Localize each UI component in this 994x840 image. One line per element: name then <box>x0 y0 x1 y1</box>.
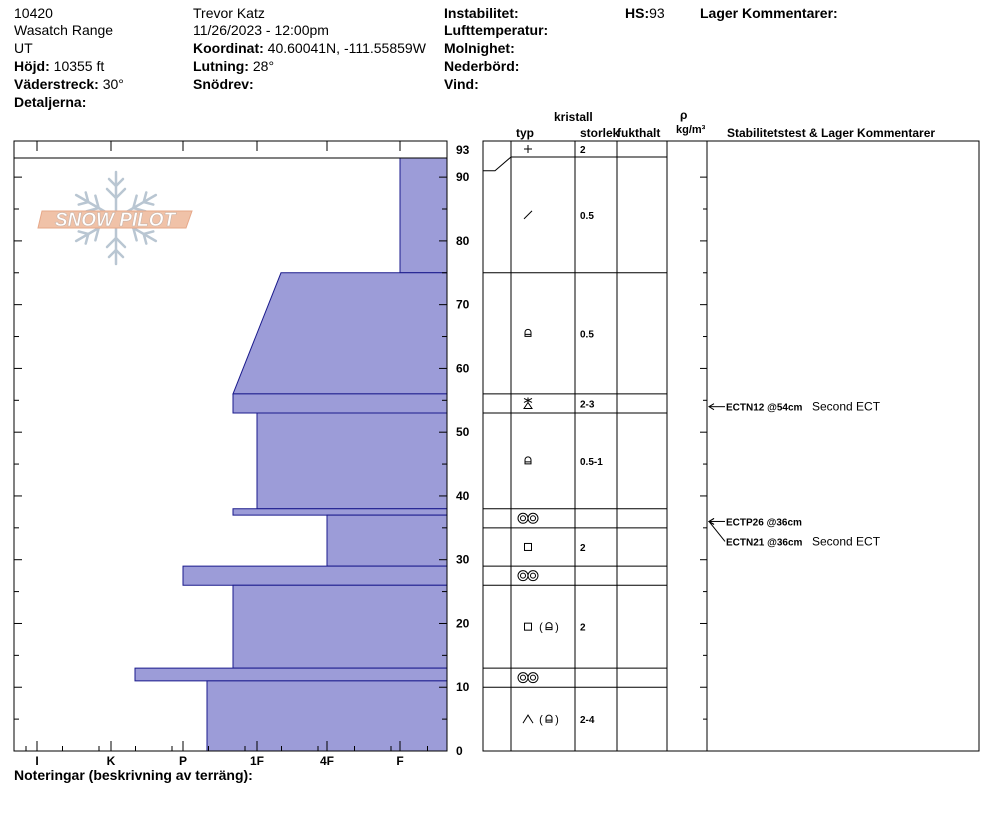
crystal-type-icon <box>518 673 538 683</box>
y-tick-label: 0 <box>456 744 463 758</box>
hardness-layer <box>257 413 447 509</box>
coord-value: 40.60041N, -111.55859W <box>267 40 426 56</box>
crystal-size-label: 0.5 <box>580 210 594 222</box>
stability-test-code: ECTN12 @54cm <box>726 402 803 414</box>
observer: Trevor Katz <box>193 5 265 21</box>
x-tick-label: K <box>106 754 116 768</box>
hardness-layer <box>327 515 447 566</box>
rounded-grain-icon <box>546 623 552 630</box>
melt-freeze-outer <box>528 571 538 581</box>
melt-freeze-outer <box>518 571 528 581</box>
elevation-value: 10355 ft <box>53 58 105 74</box>
instability-label: Instabilitet: <box>444 5 519 21</box>
y-tick-label: 10 <box>456 680 470 695</box>
y-tick-label: 40 <box>456 488 470 503</box>
aspect-value: 30° <box>102 76 124 92</box>
stability-test-code: ECTP26 @36cm <box>726 517 802 529</box>
melt-freeze-inner <box>521 516 526 521</box>
range-name: Wasatch Range <box>14 22 114 38</box>
depth-connector <box>483 157 511 171</box>
crystal-size-label: 2 <box>580 145 586 156</box>
sky-label: Molnighet: <box>444 40 515 56</box>
paren-glyph: ( <box>539 621 543 634</box>
col-crystal: kristall <box>554 110 593 124</box>
crystal-type-icon <box>525 457 531 464</box>
crystal-table-frame <box>483 141 979 751</box>
precip-label: Nederbörd: <box>444 58 520 74</box>
profile-id: 10420 <box>14 5 53 21</box>
y-tick-label: 90 <box>456 170 470 185</box>
melt-freeze-inner <box>521 675 526 680</box>
paren-glyph: ( <box>539 714 543 727</box>
crystal-type-icon <box>525 329 531 336</box>
melt-freeze-outer <box>528 513 538 523</box>
x-tick-label: 1F <box>249 754 265 768</box>
hardness-layer <box>207 681 447 751</box>
hardness-layer <box>135 668 447 681</box>
melt-freeze-inner <box>521 573 526 578</box>
datetime: 11/26/2023 - 12:00pm <box>193 22 329 38</box>
col-size: storlek <box>580 126 620 140</box>
x-tick-label: F <box>396 754 404 768</box>
hardness-layer <box>233 273 447 394</box>
wind-label: Vind: <box>444 76 479 92</box>
rounded-grain-icon <box>546 715 552 722</box>
crystal-type-icon <box>518 571 538 581</box>
paren-glyph: ) <box>555 714 559 727</box>
paren-glyph: ) <box>555 621 559 634</box>
col-moisture: fukthalt <box>617 126 661 140</box>
crystal-type-icon <box>523 714 559 726</box>
hardness-layer <box>183 566 447 585</box>
slope-value: 28° <box>252 58 275 74</box>
crystal-type-icon <box>524 145 532 153</box>
melt-freeze-inner <box>531 516 536 521</box>
fragment-icon <box>524 211 532 219</box>
stability-test-comment: Second ECT <box>812 534 881 549</box>
layer-comments-label: Lager Kommentarer: <box>700 5 838 21</box>
col-type: typ <box>516 126 534 140</box>
hardness-layer <box>400 158 447 273</box>
notes-label: Noteringar (beskrivning av terräng): <box>14 767 253 783</box>
crystal-size-label: 0.5-1 <box>580 456 603 468</box>
hs-label: HS: <box>625 5 650 21</box>
melt-freeze-outer <box>518 513 528 523</box>
crystal-type-icon <box>525 622 559 634</box>
crystal-size-label: 2-4 <box>580 715 595 727</box>
y-tick-label: 60 <box>456 361 470 376</box>
col-density-unit: kg/m³ <box>676 124 706 136</box>
hs-value: 93 <box>649 5 665 21</box>
rounded-grain-icon <box>525 457 531 464</box>
y-tick-label: 93 <box>456 143 470 157</box>
y-tick-label: 70 <box>456 297 470 312</box>
y-tick-label: 30 <box>456 552 470 567</box>
crystal-size-label: 2 <box>580 622 586 634</box>
details-label: Detaljerna: <box>14 94 87 110</box>
crystal-size-label: 2 <box>580 542 586 554</box>
rounded-grain-icon <box>525 329 531 336</box>
wind-loading-label: Snödrev: <box>193 76 254 92</box>
depth-hoar-icon <box>523 715 533 723</box>
air-temp-label: Lufttemperatur: <box>444 22 549 38</box>
x-tick-label: P <box>178 754 188 768</box>
aspect-label: Väderstreck: <box>14 76 99 92</box>
stability-pointer <box>709 521 725 541</box>
y-tick-label: 20 <box>456 616 470 631</box>
hardness-chart-top-frame <box>14 141 447 158</box>
x-tick-label: I <box>35 754 39 768</box>
coord-label: Koordinat: <box>193 40 264 56</box>
hardness-layer <box>233 509 447 515</box>
crystal-type-icon <box>524 211 532 219</box>
logo-text: SNOW PILOT <box>54 210 176 231</box>
y-tick-label: 80 <box>456 233 470 248</box>
x-tick-label: 4F <box>319 754 335 768</box>
crystal-type-icon <box>525 543 532 550</box>
faceted-icon <box>525 543 532 550</box>
y-tick-label: 50 <box>456 425 470 440</box>
melt-freeze-outer <box>518 673 528 683</box>
crystal-type-icon <box>518 513 538 523</box>
faceted-icon <box>525 623 532 630</box>
crystal-size-label: 2-3 <box>580 399 595 411</box>
state: UT <box>14 40 33 56</box>
melt-freeze-inner <box>531 675 536 680</box>
stability-test-code: ECTN21 @36cm <box>726 537 803 549</box>
elevation-label: Höjd: <box>14 58 50 74</box>
hardness-layer <box>233 585 447 668</box>
hardness-layer <box>233 394 447 413</box>
crystal-size-label: 0.5 <box>580 329 594 341</box>
slope-label: Lutning: <box>193 58 249 74</box>
col-rho: ρ <box>680 108 688 122</box>
melt-freeze-inner <box>531 573 536 578</box>
stability-test-comment: Second ECT <box>812 399 881 414</box>
crystal-type-icon <box>524 397 532 408</box>
col-stability: Stabilitetstest & Lager Kommentarer <box>727 126 936 140</box>
melt-freeze-outer <box>528 673 538 683</box>
